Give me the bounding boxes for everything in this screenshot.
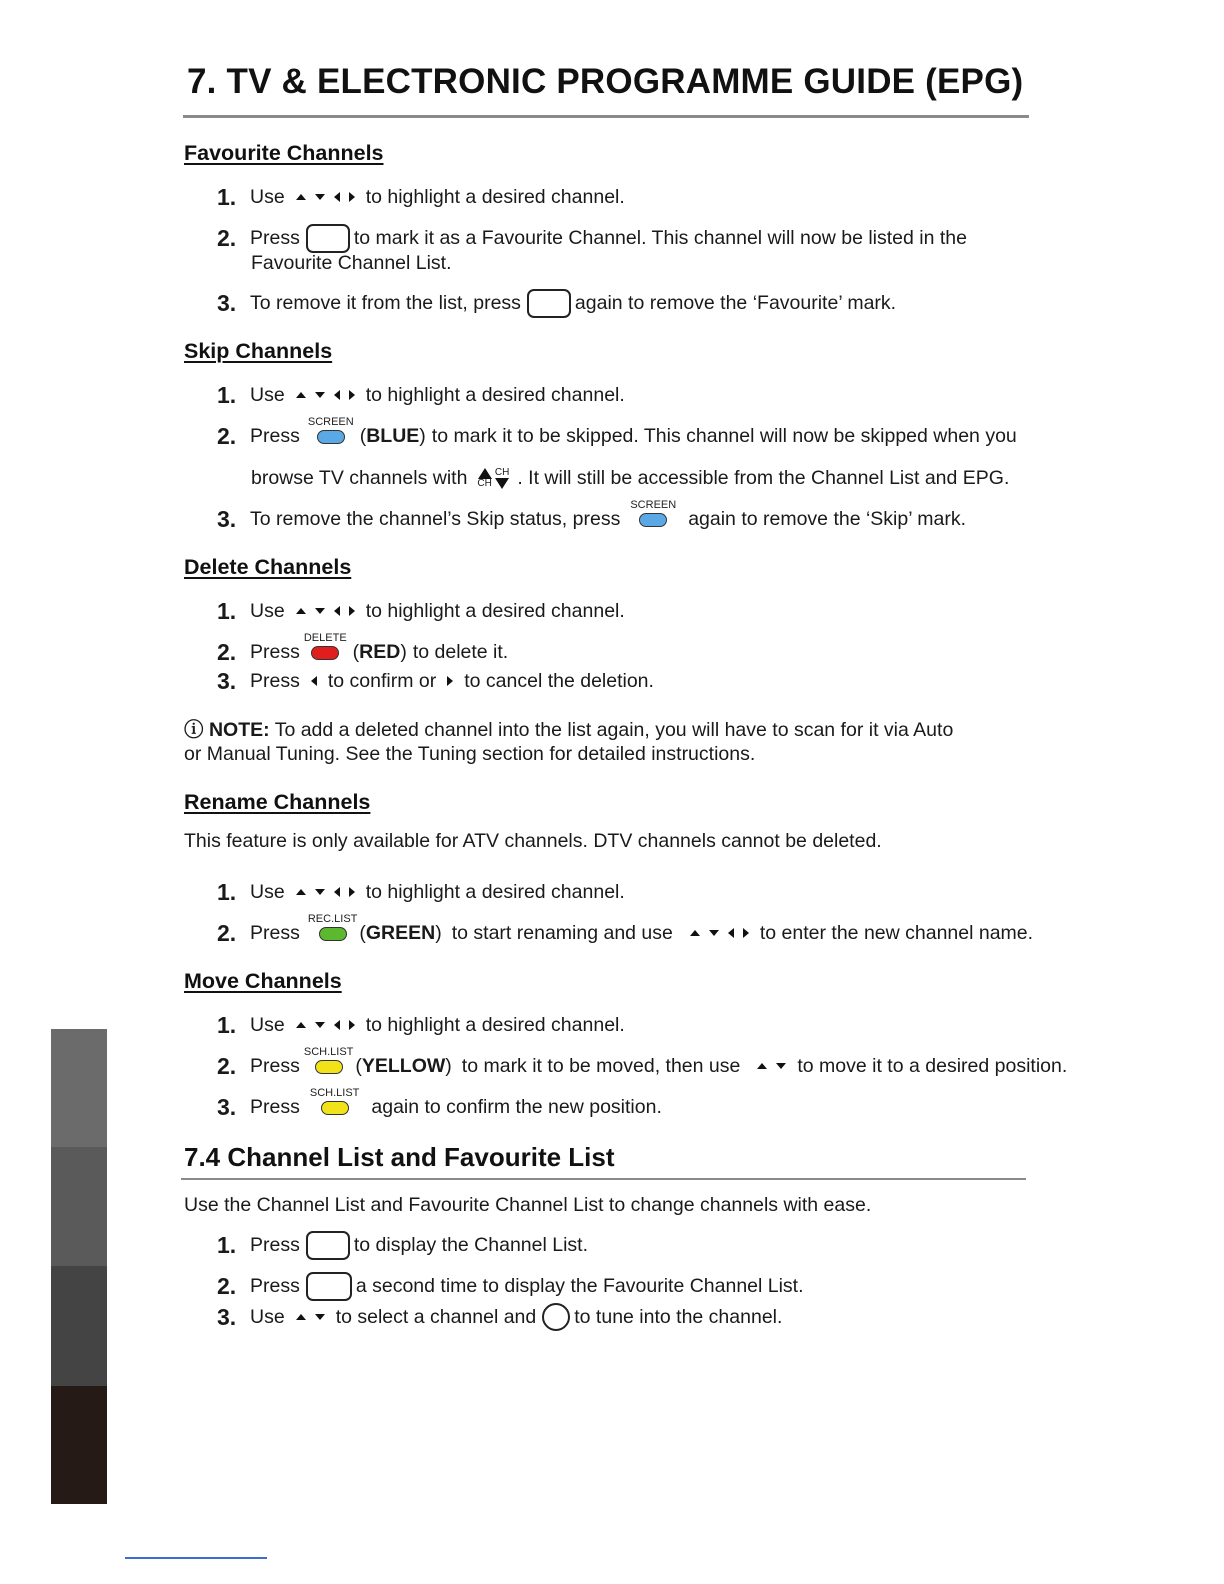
nav-arrows-icon — [295, 389, 356, 401]
skip-step-2-cont — [251, 463, 1009, 493]
step-text: Press — [250, 640, 300, 663]
channel-updown-icon — [477, 468, 509, 489]
side-tab-3 — [51, 1266, 107, 1386]
yellow-pill — [321, 1101, 349, 1115]
ok-key-icon — [542, 1303, 570, 1331]
step-text: browse TV channels with — [251, 466, 468, 489]
key-label: REC.LIST — [307, 913, 358, 925]
list-step-3 — [217, 1302, 782, 1332]
delete-heading: Delete Channels — [184, 555, 352, 579]
section-7-4-title: 7.4 Channel List and Favourite List — [184, 1142, 615, 1172]
key-label: DELETE — [303, 632, 347, 644]
step-number: 3. — [217, 505, 237, 532]
note-text: or Manual Tuning. See the Tuning section for detailed instructions. — [184, 743, 756, 765]
step-text: Use — [250, 1013, 285, 1036]
step-text: to start renaming and use — [451, 921, 673, 944]
step-text: Use — [250, 1305, 285, 1328]
step-number: 2. — [217, 224, 237, 251]
step-text: to highlight a desired channel. — [365, 383, 625, 406]
step-text: to cancel the deletion. — [464, 669, 654, 692]
key-label: SCREEN — [630, 499, 677, 511]
step-number: 1. — [217, 597, 237, 624]
step-text: Press — [250, 1054, 300, 1077]
list-key-icon — [306, 1231, 350, 1260]
rename-intro: This feature is only available for ATV channels. DTV channels cannot be deleted. — [184, 830, 882, 852]
list-step-1 — [217, 1230, 588, 1260]
delete-step-2 — [217, 632, 514, 667]
green-reclist-key-icon — [308, 913, 358, 941]
step-text: (YELLOW) — [355, 1054, 452, 1077]
step-text: again to remove the ‘Favourite’ mark. — [574, 291, 897, 314]
color-word: BLUE — [366, 424, 420, 447]
step-text: (RED) — [352, 640, 407, 663]
yellow-pill — [315, 1060, 343, 1074]
footer-line — [125, 1557, 267, 1559]
blue-screen-key-icon — [308, 416, 354, 444]
step-text: to move it to a desired position. — [797, 1054, 1068, 1077]
step-text: to display the Channel List. — [353, 1233, 589, 1256]
step-text: Press — [250, 424, 300, 447]
step-number: 2. — [217, 1052, 237, 1079]
step-text: to delete it. — [412, 640, 509, 663]
skip-step-1 — [217, 380, 625, 410]
nav-arrows-icon — [295, 886, 356, 898]
nav-arrows-icon — [689, 927, 750, 939]
right-arrow-icon — [446, 675, 454, 687]
side-tab-2 — [51, 1147, 107, 1266]
list-step-2 — [217, 1271, 804, 1301]
color-word: YELLOW — [361, 1054, 446, 1077]
favourite-step-3 — [217, 288, 896, 318]
left-arrow-icon — [310, 675, 318, 687]
chapter-title: 7. TV & ELECTRONIC PROGRAMME GUIDE (EPG) — [187, 62, 1024, 101]
step-text: to confirm or — [327, 669, 437, 692]
note — [184, 718, 953, 766]
step-text: Use — [250, 599, 285, 622]
step-number: 2. — [217, 422, 237, 449]
ch-label: CH — [494, 466, 510, 478]
step-text: To remove the channel’s Skip status, press — [250, 507, 621, 530]
list-key-icon — [306, 1272, 352, 1301]
favourite-heading: Favourite Channels — [184, 141, 384, 165]
nav-arrows-icon — [295, 1019, 356, 1031]
step-text: Press — [250, 669, 300, 692]
step-text: to mark it to be skipped. This channel will now be skipped when you — [431, 424, 1017, 447]
step-text: to highlight a desired channel. — [365, 880, 625, 903]
step-number: 1. — [217, 381, 237, 408]
favourite-step-1 — [217, 182, 625, 212]
favourite-step-2-cont: Favourite Channel List. — [251, 251, 452, 274]
step-number: 2. — [217, 1272, 237, 1299]
step-number: 1. — [217, 878, 237, 905]
step-text: to mark it as a Favourite Channel. This channel will now be listed in the — [353, 226, 967, 249]
step-text: to highlight a desired channel. — [365, 599, 625, 622]
side-tab-1 — [51, 1029, 107, 1147]
step-text: (BLUE) — [359, 424, 426, 447]
green-pill — [319, 927, 347, 941]
fav-key-icon — [527, 289, 571, 318]
step-number: 1. — [217, 183, 237, 210]
note-text: To add a deleted channel into the list again, you will have to scan for it via Auto — [274, 719, 954, 741]
key-label: SCH.LIST — [303, 1046, 354, 1058]
nav-arrows-icon — [295, 191, 356, 203]
step-text: to tune into the channel. — [574, 1305, 783, 1328]
info-icon: ⓘ — [184, 719, 204, 741]
blue-pill — [317, 430, 345, 444]
step-text: Press — [250, 1233, 300, 1256]
blue-pill — [639, 513, 667, 527]
red-pill — [311, 646, 339, 660]
side-tab-4 — [51, 1386, 107, 1504]
step-text: to mark it to be moved, then use — [461, 1054, 741, 1077]
skip-heading: Skip Channels — [184, 339, 333, 363]
step-number: 2. — [217, 919, 237, 946]
nav-arrows-icon — [295, 605, 356, 617]
updown-arrows-icon — [295, 1313, 326, 1321]
updown-arrows-icon — [756, 1062, 787, 1070]
step-text: to highlight a desired channel. — [365, 185, 625, 208]
title-rule — [183, 115, 1029, 118]
move-step-2 — [217, 1046, 1068, 1081]
step-text: to highlight a desired channel. — [365, 1013, 625, 1036]
red-delete-key-icon — [304, 632, 347, 660]
ch-label: CH — [477, 477, 492, 489]
color-word: GREEN — [365, 921, 436, 944]
note-label: NOTE: — [208, 719, 270, 741]
skip-step-3 — [217, 499, 967, 534]
step-text: again to confirm the new position. — [371, 1095, 662, 1118]
move-step-3 — [217, 1087, 662, 1122]
step-text: Use — [250, 185, 285, 208]
key-label: SCREEN — [307, 416, 354, 428]
step-text: again to remove the ‘Skip’ mark. — [688, 507, 967, 530]
step-number: 1. — [217, 1011, 237, 1038]
yellow-schlist-key-icon — [304, 1046, 354, 1074]
step-number: 3. — [217, 1093, 237, 1120]
step-text: Press — [250, 1274, 300, 1297]
step-text: (GREEN) — [359, 921, 442, 944]
step-number: 3. — [217, 1303, 237, 1330]
move-step-1 — [217, 1010, 625, 1040]
step-text: to select a channel and — [335, 1305, 537, 1328]
step-text: . It will still be accessible from the Channel List and EPG. — [517, 466, 1010, 489]
step-number: 3. — [217, 289, 237, 316]
step-text: to enter the new channel name. — [759, 921, 1034, 944]
step-text: a second time to display the Favourite Channel List. — [355, 1274, 804, 1297]
key-label: SCH.LIST — [309, 1087, 360, 1099]
step-text: Press — [250, 226, 300, 249]
step-text: Press — [250, 1095, 300, 1118]
yellow-schlist-key-icon — [310, 1087, 360, 1115]
step-text: To remove it from the list, press — [250, 291, 521, 314]
step-number: 1. — [217, 1231, 237, 1258]
color-word: RED — [359, 640, 401, 663]
move-heading: Move Channels — [184, 969, 342, 993]
skip-step-2 — [217, 416, 1023, 451]
step-text: Use — [250, 383, 285, 406]
rename-step-1 — [217, 877, 625, 907]
delete-step-1 — [217, 596, 625, 626]
list-intro: Use the Channel List and Favourite Channel List to change channels with ease. — [184, 1194, 872, 1216]
step-text: Press — [250, 921, 300, 944]
section-rule — [181, 1178, 1026, 1180]
blue-screen-key-icon — [630, 499, 676, 527]
rename-step-2 — [217, 913, 1034, 948]
delete-step-3 — [217, 666, 654, 696]
rename-heading: Rename Channels — [184, 790, 371, 814]
step-number: 3. — [217, 667, 237, 694]
step-number: 2. — [217, 638, 237, 665]
step-text: Use — [250, 880, 285, 903]
